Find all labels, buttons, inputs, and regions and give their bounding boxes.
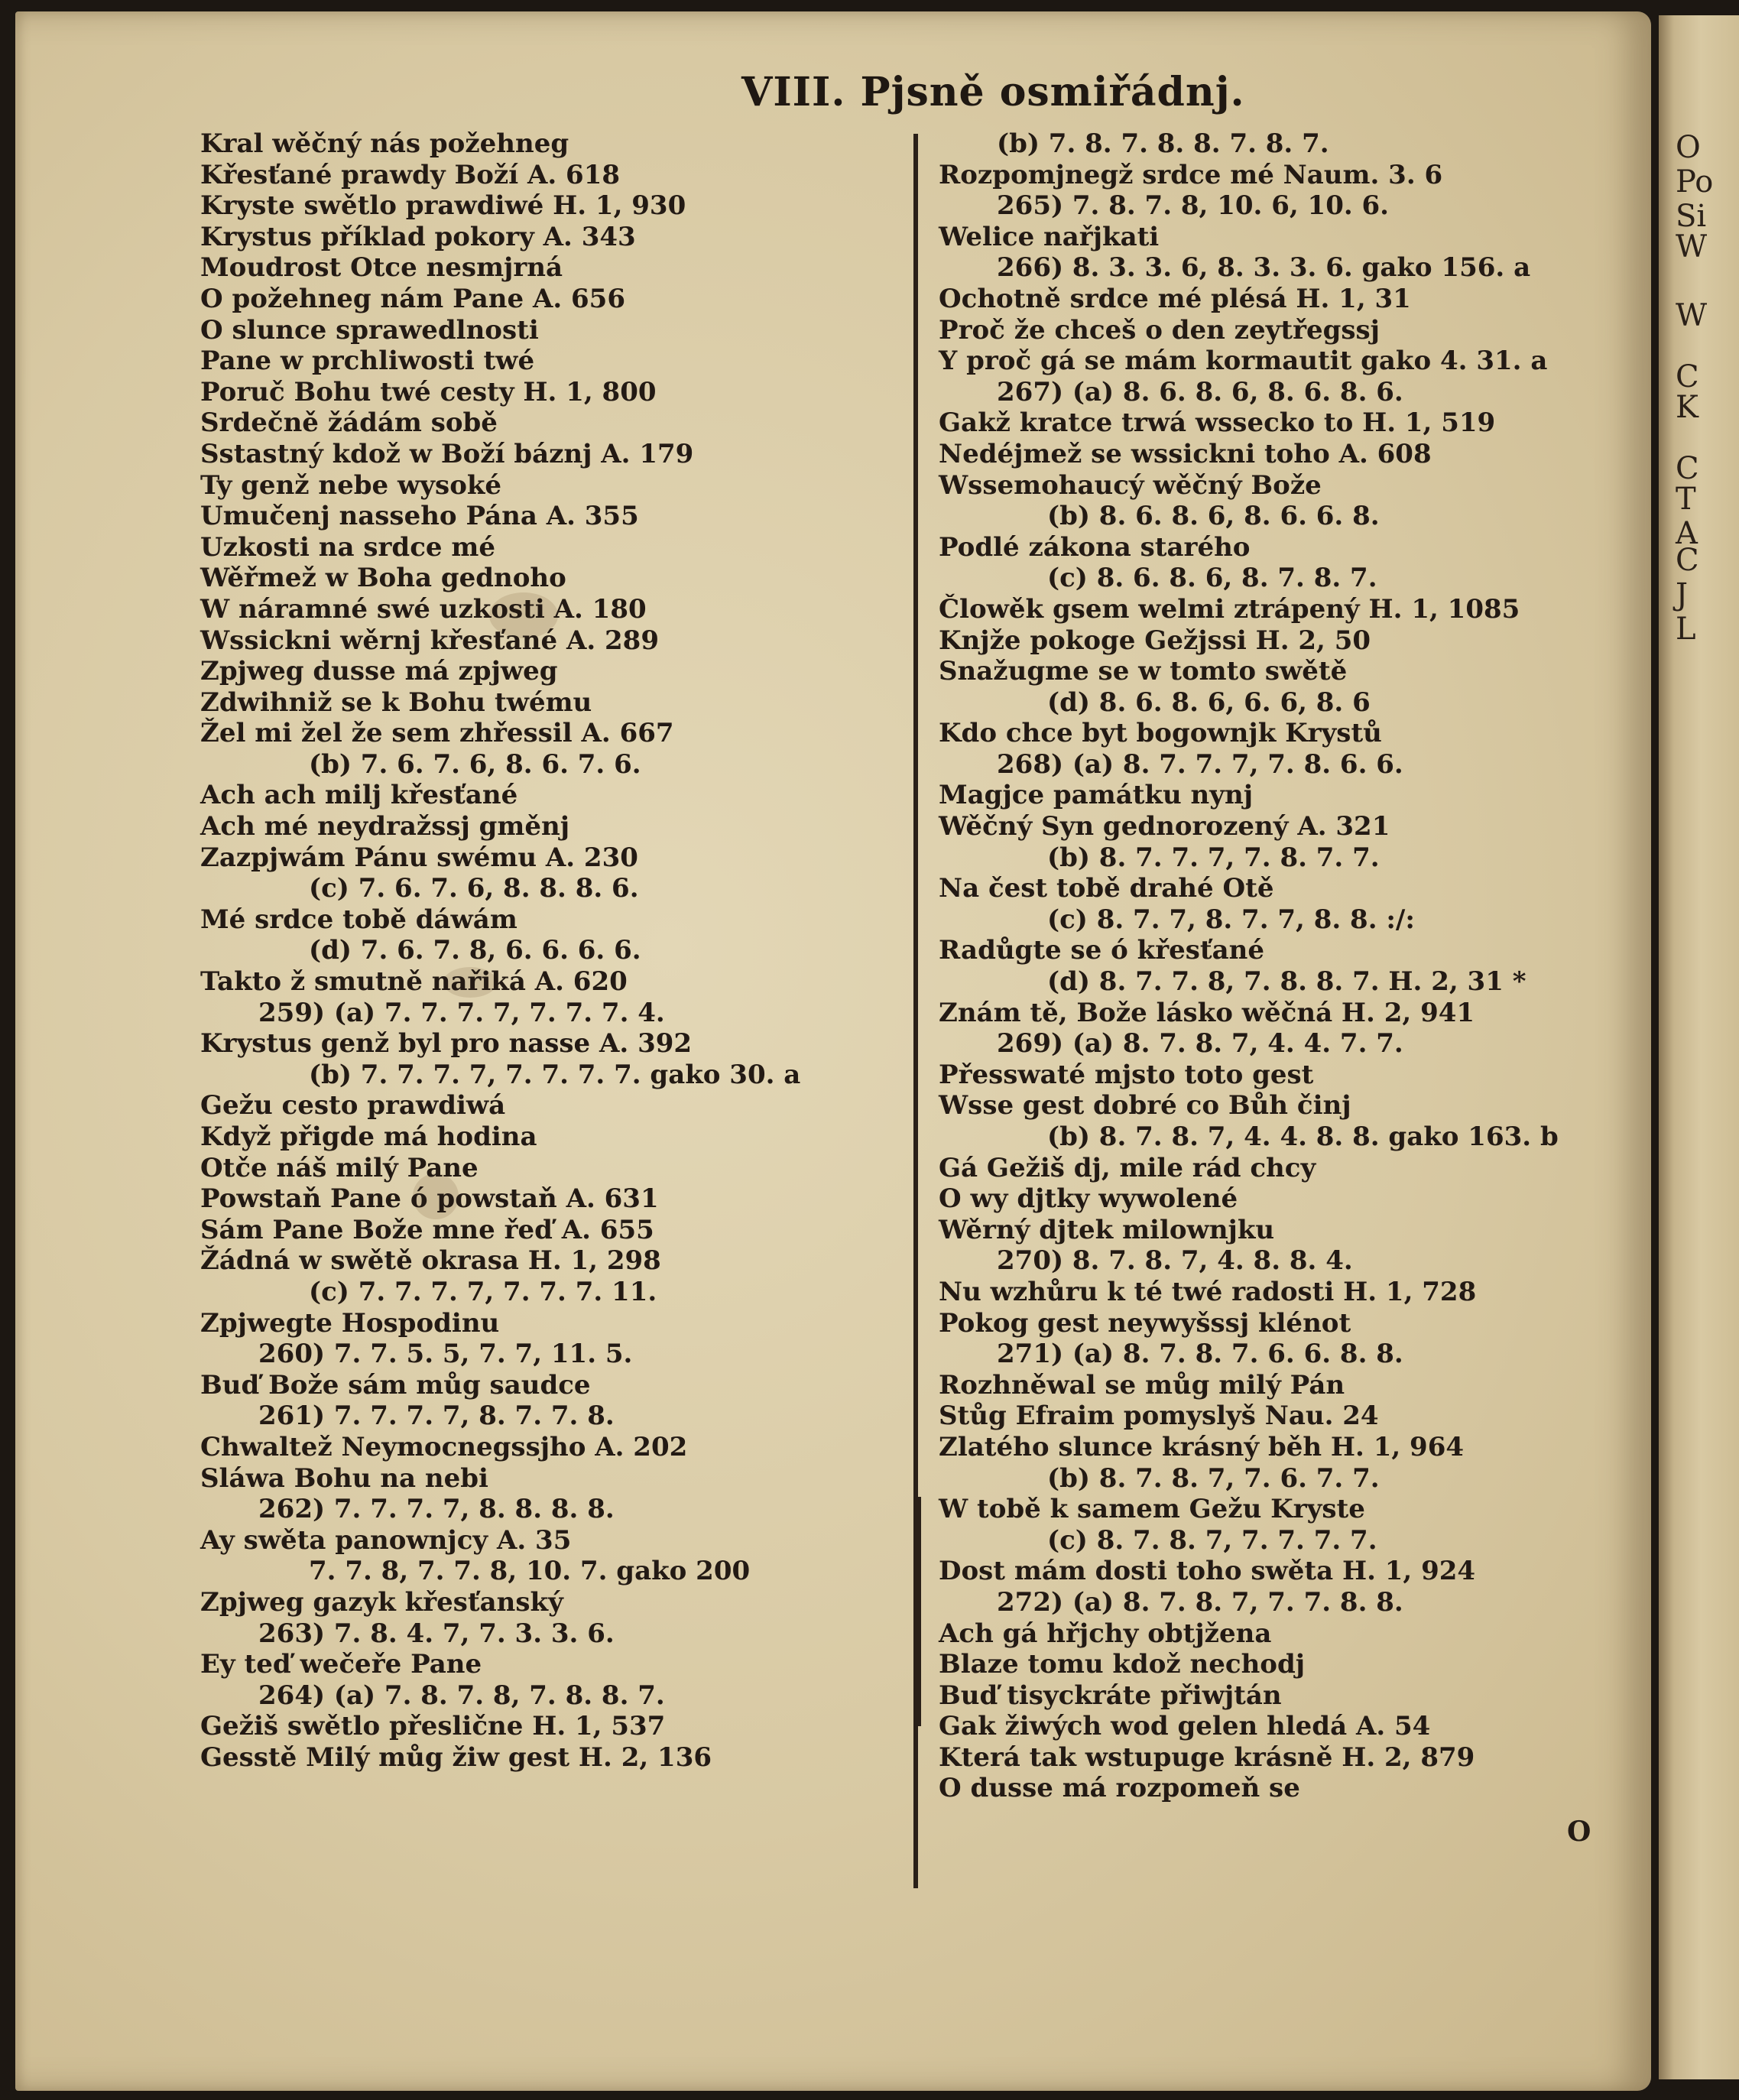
next-page-fragment: Si: [1676, 199, 1707, 234]
next-page-fragment: T: [1676, 482, 1696, 517]
page-title: VIII. Pjsně osmiřádnj.: [741, 69, 1245, 115]
index-line: 259) (a) 7. 7. 7. 7, 7. 7. 7. 4.: [258, 997, 665, 1028]
index-line: (c) 7. 7. 7. 7, 7. 7. 7. 11.: [309, 1276, 657, 1307]
index-line: Wěrný djtek milownjku: [939, 1214, 1275, 1245]
index-line: Zpjwegte Hospodinu: [200, 1307, 500, 1339]
index-line: Zpjweg dusse má zpjweg: [200, 656, 558, 687]
index-line: Otče náš milý Pane: [200, 1152, 479, 1183]
index-line: Která tak wstupuge krásně H. 2, 879: [939, 1741, 1475, 1773]
index-line: Wěčný Syn gednorozený A. 321: [939, 811, 1390, 842]
index-line: Mé srdce tobě dáwám: [200, 904, 517, 935]
index-line: Wěřmež w Boha gednoho: [200, 563, 566, 594]
index-line: 260) 7. 7. 5. 5, 7. 7, 11. 5.: [258, 1339, 633, 1370]
index-line: (c) 7. 6. 7. 6, 8. 8. 8. 6.: [309, 873, 639, 904]
index-line: Člowěk gsem welmi ztrápený H. 1, 1085: [939, 593, 1520, 625]
index-line: Podlé zákona starého: [939, 531, 1251, 563]
index-line: Pokog gest neywyšssj klénot: [939, 1307, 1351, 1339]
index-line: Gak žiwých wod gelen hledá A. 54: [939, 1711, 1431, 1742]
index-line: Zpjweg gazyk křesťanský: [200, 1586, 563, 1618]
index-line: Když přigde má hodina: [200, 1121, 537, 1152]
index-line: 267) (a) 8. 6. 8. 6, 8. 6. 8. 6.: [997, 376, 1403, 407]
index-line: O dusse má rozpomeň se: [939, 1773, 1300, 1804]
index-line: Rozpomjnegž srdce mé Naum. 3. 6: [939, 159, 1443, 190]
index-line: Powstaň Pane ó powstaň A. 631: [200, 1183, 659, 1215]
index-line: Ach mé neydražssj gměnj: [200, 811, 570, 842]
index-line: 272) (a) 8. 7. 8. 7, 7. 7. 8. 8.: [997, 1586, 1403, 1618]
index-line: O požehneg nám Pane A. 656: [200, 283, 625, 314]
index-line: Sláwa Bohu na nebi: [200, 1462, 488, 1494]
index-line: Na čest tobě drahé Otě: [939, 873, 1274, 904]
index-line: Kryste swětlo prawdiwé H. 1, 930: [200, 190, 686, 222]
index-line: Ach ach milj křesťané: [200, 780, 518, 811]
index-line: O slunce sprawedlnosti: [200, 314, 539, 346]
index-line: Zazpjwám Pánu swému A. 230: [200, 842, 638, 873]
index-line: (d) 8. 7. 7. 8, 7. 8. 8. 7. H. 2, 31 *: [1047, 966, 1526, 998]
index-line: (b) 8. 7. 7. 7, 7. 8. 7. 7.: [1047, 842, 1380, 873]
index-line: Krystus příklad pokory A. 343: [200, 221, 636, 252]
index-line: Sstastný kdož w Boží báznj A. 179: [200, 438, 694, 469]
index-line: Gakž kratce trwá wssecko to H. 1, 519: [939, 407, 1496, 439]
index-line: 271) (a) 8. 7. 8. 7. 6. 6. 8. 8.: [997, 1339, 1403, 1370]
index-line: 263) 7. 8. 4. 7, 7. 3. 3. 6.: [258, 1618, 615, 1649]
index-line: Ty genž nebe wysoké: [200, 469, 502, 501]
index-line: Přesswaté mjsto toto gest: [939, 1059, 1314, 1090]
next-page-edge: [1659, 15, 1739, 2079]
next-page-fragment: O: [1676, 130, 1701, 165]
index-line: Zdwihniž se k Bohu twému: [200, 686, 592, 718]
next-page-fragment: Po: [1676, 164, 1714, 200]
index-line: Poruč Bohu twé cesty H. 1, 800: [200, 376, 657, 407]
index-line: (d) 8. 6. 8. 6, 6. 6, 8. 6: [1047, 686, 1371, 718]
index-line: (c) 8. 7. 7, 8. 7. 7, 8. 8. :/:: [1047, 904, 1415, 935]
index-line: Nu wzhůru k té twé radosti H. 1, 728: [939, 1276, 1477, 1307]
next-page-fragment: K: [1676, 390, 1698, 425]
index-line: 266) 8. 3. 3. 6, 8. 3. 3. 6. gako 156. a: [997, 252, 1531, 284]
index-line: Chwaltež Neymocnegssjho A. 202: [200, 1431, 688, 1462]
index-line: 7. 7. 8, 7. 7. 8, 10. 7. gako 200: [309, 1556, 751, 1587]
next-page-fragment: C: [1676, 543, 1699, 578]
index-line: Wssemohaucý wěčný Bože: [939, 469, 1322, 501]
index-line: (b) 7. 6. 7. 6, 8. 6. 7. 6.: [309, 748, 641, 780]
index-line: Nedéjmež se wssickni toho A. 608: [939, 438, 1432, 469]
index-line: Ach gá hřjchy obtjžena: [939, 1618, 1272, 1649]
index-line: Kral wěčný nás požehneg: [200, 128, 569, 159]
next-page-fragment: A: [1676, 516, 1698, 551]
index-line: Stůg Efraim pomyslyš Nau. 24: [939, 1401, 1379, 1432]
next-page-fragment: C: [1676, 359, 1699, 394]
index-line: W náramné swé uzkosti A. 180: [200, 593, 647, 625]
index-line: (c) 8. 7. 8. 7, 7. 7. 7. 7.: [1047, 1524, 1377, 1556]
index-line: Radůgte se ó křesťané: [939, 935, 1264, 966]
index-line: Knjže pokoge Gežjssi H. 2, 50: [939, 625, 1371, 656]
index-line: (b) 7. 7. 7. 7, 7. 7. 7. 7. gako 30. a: [309, 1059, 801, 1090]
left-column: [200, 128, 888, 1773]
index-line: 262) 7. 7. 7. 7, 8. 8. 8. 8.: [258, 1494, 615, 1525]
index-line: Žel mi žel že sem zhřessil A. 667: [200, 718, 674, 749]
index-line: Žádná w swětě okrasa H. 1, 298: [200, 1245, 661, 1277]
index-line: (b) 8. 6. 8. 6, 8. 6. 6. 8.: [1047, 501, 1380, 532]
index-line: Dost mám dosti toho swěta H. 1, 924: [939, 1556, 1476, 1587]
index-line: O wy djtky wywolené: [939, 1183, 1238, 1215]
index-line: Ay swěta panownjcy A. 35: [200, 1524, 572, 1556]
next-page-fragment: W: [1676, 298, 1708, 333]
index-line: Gá Gežiš dj, mile rád chcy: [939, 1152, 1316, 1183]
index-line: Sám Pane Bože mne řeď A. 655: [200, 1214, 654, 1245]
index-line: Proč že chceš o den zeytřegssj: [939, 314, 1380, 346]
index-line: Magjce památku nynj: [939, 780, 1254, 811]
next-page-fragment: L: [1676, 612, 1696, 647]
index-line: (b) 8. 7. 8. 7, 7. 6. 7. 7.: [1047, 1462, 1380, 1494]
column-divider-bracket: [917, 1497, 921, 1726]
index-line: Křesťané prawdy Boží A. 618: [200, 159, 621, 190]
index-line: Uzkosti na srdce mé: [200, 531, 495, 563]
index-line: (c) 8. 6. 8. 6, 8. 7. 8. 7.: [1047, 563, 1377, 594]
index-line: (b) 7. 8. 7. 8. 8. 7. 8. 7.: [997, 128, 1329, 159]
index-line: 269) (a) 8. 7. 8. 7, 4. 4. 7. 7.: [997, 1028, 1403, 1060]
index-line: Zlatého slunce krásný běh H. 1, 964: [939, 1431, 1465, 1462]
index-line: Pane w prchliwosti twé: [200, 346, 535, 377]
catchword: O: [1567, 1816, 1591, 1848]
index-line: W tobě k samem Gežu Kryste: [939, 1494, 1365, 1525]
index-line: 268) (a) 8. 7. 7. 7, 7. 8. 6. 6.: [997, 748, 1403, 780]
index-line: Znám tě, Bože lásko wěčná H. 2, 941: [939, 997, 1475, 1028]
index-line: (d) 7. 6. 7. 8, 6. 6. 6. 6.: [309, 935, 641, 966]
index-line: Ochotně srdce mé plésá H. 1, 31: [939, 283, 1411, 314]
index-line: Gesstě Milý můg žiw gest H. 2, 136: [200, 1741, 712, 1773]
index-line: Buď tisyckráte přiwjtán: [939, 1680, 1282, 1711]
index-line: Umučenj nasseho Pána A. 355: [200, 501, 639, 532]
index-line: Ey teď wečeře Pane: [200, 1649, 482, 1680]
index-line: Kdo chce byt bogownjk Krystů: [939, 718, 1382, 749]
index-line: 261) 7. 7. 7. 7, 8. 7. 7. 8.: [258, 1401, 615, 1432]
index-line: Takto ž smutně nařiká A. 620: [200, 966, 628, 998]
index-line: Gežu cesto prawdiwá: [200, 1090, 506, 1121]
next-page-fragment: W: [1676, 229, 1708, 265]
index-line: (b) 8. 7. 8. 7, 4. 4. 8. 8. gako 163. b: [1047, 1121, 1559, 1152]
index-line: Gežiš swětlo přeslične H. 1, 537: [200, 1711, 666, 1742]
index-line: Moudrost Otce nesmjrná: [200, 252, 563, 284]
index-line: Y proč gá se mám kormautit gako 4. 31. a: [939, 346, 1548, 377]
index-line: Wssickni wěrnj křesťané A. 289: [200, 625, 659, 656]
index-line: 264) (a) 7. 8. 7. 8, 7. 8. 8. 7.: [258, 1680, 665, 1711]
index-line: Srdečně žádám sobě: [200, 407, 498, 439]
index-line: Welice nařjkati: [939, 221, 1160, 252]
index-line: Rozhněwal se můg milý Pán: [939, 1369, 1345, 1401]
index-line: Krystus genž byl pro nasse A. 392: [200, 1028, 693, 1060]
index-line: Wsse gest dobré co Bůh činj: [939, 1090, 1351, 1121]
index-line: Blaze tomu kdož nechodj: [939, 1649, 1306, 1680]
index-line: Snažugme se w tomto swětě: [939, 656, 1348, 687]
index-line: Buď Bože sám můg saudce: [200, 1369, 591, 1401]
index-line: 265) 7. 8. 7. 8, 10. 6, 10. 6.: [997, 190, 1390, 222]
index-line: 270) 8. 7. 8. 7, 4. 8. 8. 4.: [997, 1245, 1353, 1277]
next-page-fragment: J: [1676, 577, 1689, 612]
right-column: [939, 128, 1588, 1804]
next-page-fragment: C: [1676, 451, 1699, 486]
